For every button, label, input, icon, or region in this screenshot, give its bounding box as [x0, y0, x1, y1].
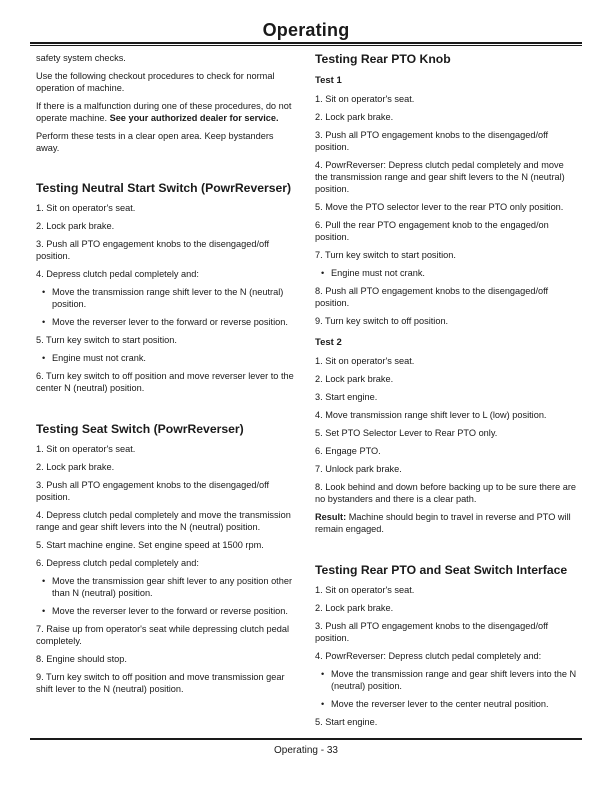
bullet-item: • Engine must not crank.	[315, 267, 577, 279]
step: 7. Raise up from operator's seat while depressing clutch pedal completely.	[36, 624, 290, 646]
header-rule-thin	[30, 45, 582, 46]
step: 3. Push all PTO engagement knobs to the disengaged/off position.	[315, 130, 549, 152]
step: 9. Turn key switch to off position and move transmission gear shift lever to the N (neutral) position.	[36, 672, 285, 694]
step: 1. Sit on operator's seat.	[36, 444, 136, 454]
intro-line: Use the following checkout procedures to check for normal operation of machine.	[36, 71, 275, 93]
step: 6. Pull the rear PTO engagement knob to the engaged/on position.	[315, 220, 549, 242]
bullet-item: • Move the transmission range and gear shift levers into the N (neutral) position.	[315, 668, 577, 692]
step: 1. Sit on operator's seat.	[315, 94, 415, 104]
subheading-test-1: Test 1	[315, 75, 342, 86]
bullet-item: • Move the reverser lever to the forward or reverse position.	[36, 316, 298, 328]
step: 3. Start engine.	[315, 392, 378, 402]
step: 5. Start engine.	[315, 717, 378, 727]
step: 9. Turn key switch to off position.	[315, 316, 449, 326]
step: 2. Lock park brake.	[315, 374, 394, 384]
step: 8. Look behind and down before backing up to be sure there are no bystanders and there is a clear path.	[315, 482, 577, 504]
malfunction-note	[36, 100, 298, 124]
step: 8. Engine should stop.	[36, 654, 127, 664]
step: 2. Lock park brake.	[36, 462, 115, 472]
malfunction-text: If there is a malfunction during one of these procedures, do not operate machine.	[36, 101, 292, 123]
step: 5. Turn key switch to start position.	[36, 335, 177, 345]
step: 2. Lock park brake.	[315, 112, 394, 122]
section-heading-pto-seat-interface: Testing Rear PTO and Seat Switch Interface	[315, 563, 568, 577]
step: 4. PowrReverser: Depress clutch pedal completely and:	[315, 651, 542, 661]
step: 1. Sit on operator's seat.	[315, 585, 415, 595]
result-text: Machine should begin to travel in reverse and PTO will remain engaged.	[315, 512, 571, 534]
bullet-item: • Move the transmission range shift lever to the N (neutral) position.	[36, 286, 298, 310]
step: 3. Push all PTO engagement knobs to the disengaged/off position.	[36, 239, 270, 261]
step: 1. Sit on operator's seat.	[36, 203, 136, 213]
result-note	[315, 511, 577, 535]
step: 5. Set PTO Selector Lever to Rear PTO only.	[315, 428, 498, 438]
result-label: Result:	[315, 512, 347, 522]
step: 6. Depress clutch pedal completely and:	[36, 558, 199, 568]
step: 1. Sit on operator's seat.	[315, 356, 415, 366]
page-title: Operating	[262, 20, 350, 40]
step: 6. Turn key switch to off position and move reverser lever to the center N (neutral) position.	[36, 371, 294, 393]
step: 2. Lock park brake.	[36, 221, 115, 231]
step: 5. Move the PTO selector lever to the rear PTO only position.	[315, 202, 564, 212]
subheading-test-2: Test 2	[315, 337, 342, 348]
step: 3. Push all PTO engagement knobs to the disengaged/off position.	[315, 621, 549, 643]
step: 4. Depress clutch pedal completely and move the transmission range and gear shift levers into the N (neutral) position.	[36, 510, 291, 532]
intro-line: safety system checks.	[36, 53, 126, 63]
step: 6. Engage PTO.	[315, 446, 381, 456]
bullet-item: • Move the transmission gear shift lever to any position other than N (neutral) position.	[36, 575, 298, 599]
bullet-item: • Engine must not crank.	[36, 352, 298, 364]
left-column	[36, 52, 298, 701]
step: 4. PowrReverser: Depress clutch pedal completely and move the transmission range and gear shift levers to the N (neutral) position.	[315, 160, 565, 194]
right-column	[315, 52, 577, 734]
step: 7. Unlock park brake.	[315, 464, 402, 474]
bullet-item: • Move the reverser lever to the center neutral position.	[315, 698, 577, 710]
section-heading-neutral-start: Testing Neutral Start Switch (PowrReverser)	[36, 181, 292, 195]
step: 4. Move transmission range shift lever to L (low) position.	[315, 410, 547, 420]
step: 3. Push all PTO engagement knobs to the disengaged/off position.	[36, 480, 270, 502]
section-heading-rear-pto-knob: Testing Rear PTO Knob	[315, 52, 451, 66]
malfunction-strong: See your authorized dealer for service.	[109, 113, 279, 123]
footer-rule	[30, 738, 582, 740]
step: 8. Push all PTO engagement knobs to the disengaged/off position.	[315, 286, 549, 308]
header-rule	[30, 42, 582, 44]
section-heading-seat-switch: Testing Seat Switch (PowrReverser)	[36, 422, 244, 436]
step: 2. Lock park brake.	[315, 603, 394, 613]
page-number: Operating - 33	[274, 745, 338, 756]
step: 7. Turn key switch to start position.	[315, 250, 456, 260]
clear-area-note: Perform these tests in a clear open area. Keep bystanders away.	[36, 131, 274, 153]
step: 4. Depress clutch pedal completely and:	[36, 269, 199, 279]
step: 5. Start machine engine. Set engine speed at 1500 rpm.	[36, 540, 264, 550]
bullet-item: • Move the reverser lever to the forward or reverse position.	[36, 605, 298, 617]
